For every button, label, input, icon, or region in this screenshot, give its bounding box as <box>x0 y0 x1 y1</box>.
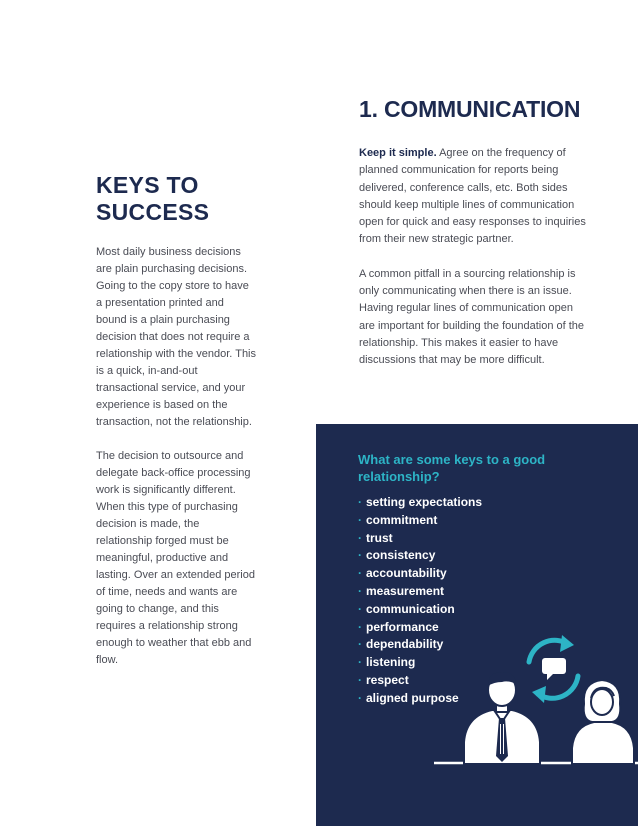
intro-paragraph-1: Most daily business decisions are plain purchasing decisions. Going to the copy store to have a presentation printed and bound is a plain purchasing decision that does not require a relationship with the vendor. This is a quick, in-and-out transactional service, and your experience is based on the transaction, not the relationship. <box>96 246 256 428</box>
bullet-mark: · <box>358 655 362 670</box>
list-item-label: setting expectations <box>366 495 483 509</box>
bullet-mark: · <box>358 637 362 652</box>
communication-paragraph-1 <box>359 145 589 249</box>
bullet-mark: · <box>358 566 362 581</box>
list-item-label: consistency <box>366 548 436 563</box>
list-item <box>358 690 482 708</box>
section-title <box>96 172 256 226</box>
list-item <box>358 547 482 565</box>
bullet-mark: · <box>358 583 362 598</box>
businesswoman-icon <box>572 680 634 764</box>
title-line-2: SUCCESS <box>96 199 210 225</box>
list-item <box>358 494 482 512</box>
bullet-mark: · <box>358 548 362 563</box>
list-item <box>358 619 482 637</box>
bullet-mark: · <box>358 530 362 545</box>
list-item-label: measurement <box>366 583 445 598</box>
bullet-mark: · <box>358 672 362 687</box>
list-item <box>358 512 482 530</box>
list-item <box>358 654 482 672</box>
list-item-label: trust <box>366 530 393 545</box>
keys-to-success-section <box>96 172 256 669</box>
title-line-1: KEYS TO <box>96 172 199 198</box>
list-item <box>358 583 482 601</box>
lead-phrase: Keep it simple. <box>359 147 437 159</box>
list-item-label: dependability <box>366 637 444 652</box>
list-item <box>358 530 482 548</box>
list-item <box>358 601 482 619</box>
list-item-label: respect <box>366 672 409 687</box>
bullet-mark: · <box>358 601 362 616</box>
intro-paragraph-2: The decision to outsource and delegate back-office processing work is significantly different. When this type of purchasing decision is made, the relationship forged must be meaningful, productive and lasting. Over an extended period of time, needs and wants are going to change, and this requires a relationship strong enough to weather that ebb and flow. <box>96 450 255 666</box>
communication-paragraph-2: A common pitfall in a sourcing relationship is only communicating when there is an issue. Having regular lines of communication open are important for building the foundation of the relationship. This makes it easier to have discussions that may be more difficult. <box>359 267 585 367</box>
keys-list <box>358 494 482 708</box>
list-item <box>358 636 482 654</box>
communication-heading: 1. COMMUNICATION <box>359 96 581 122</box>
keys-panel <box>316 424 638 826</box>
list-item-label: communication <box>366 601 455 616</box>
bullet-mark: · <box>358 512 362 527</box>
paragraph-1-body: Agree on the frequency of planned communication for reports being delivered, conference calls, etc. Both sides should keep multiple lines of communication open for quick and easy responses to inquiries from their new strategic partner. <box>359 147 586 246</box>
bullet-mark: · <box>358 690 362 705</box>
list-item <box>358 565 482 583</box>
bullet-mark: · <box>358 619 362 634</box>
list-item-label: commitment <box>366 512 438 527</box>
list-item <box>358 672 482 690</box>
communication-section <box>359 95 589 370</box>
list-item-label: accountability <box>366 566 447 581</box>
panel-question: What are some keys to a good relationship? <box>358 452 546 484</box>
list-item-label: listening <box>366 655 416 670</box>
chat-bubble-icon <box>542 658 566 680</box>
bullet-mark: · <box>358 495 362 509</box>
list-item-label: performance <box>366 619 439 634</box>
list-item-label: aligned purpose <box>366 690 459 705</box>
